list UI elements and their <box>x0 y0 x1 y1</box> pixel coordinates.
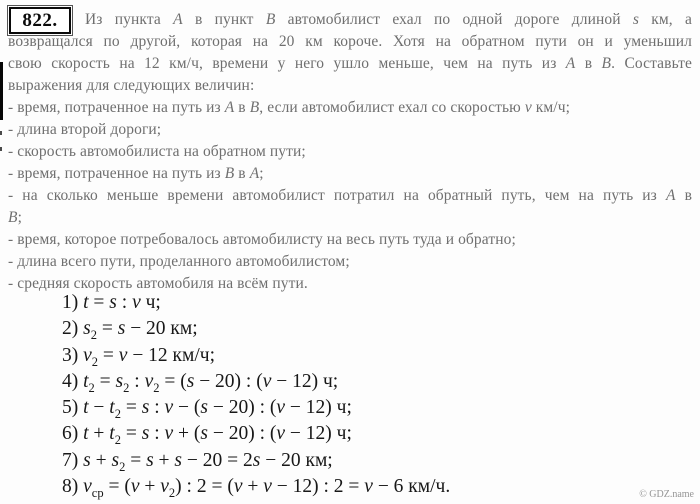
problem-statement <box>8 9 692 295</box>
solution-line: 6) $t + t_2 = s$ : v + (s − 20) : (v − 12) ч; <box>62 423 352 448</box>
statement-line: - время, потраченное на путь из A в B, если автомобилист ехал со скоростью v км/ч; <box>8 99 571 116</box>
statement-line: выражения для следующих величин: <box>8 77 255 94</box>
solution-line: 2) $s_2 = s - 20$ км; <box>62 318 198 343</box>
scan-artifact-left-bar <box>0 62 3 120</box>
solution-expressions <box>62 290 450 500</box>
scan-artifact-tick <box>0 131 2 135</box>
solution-line: 5) $t - t_2 = s$ : v − (s − 20) : (v − 12) ч; <box>62 397 352 422</box>
problem-number: 822. <box>22 9 58 31</box>
solution-line: 8) $v_{ср} = (v + v_2)$ : 2 = (v + v − 12) : 2 = v − 6 км/ч. <box>62 476 451 500</box>
statement-line: - длина второй дороги; <box>8 121 162 138</box>
solution-line: 3) $v_2 = v - 12$ км/ч; <box>62 344 216 369</box>
scan-artifact-tick <box>0 147 2 151</box>
statement-line: - длина всего пути, проделанного автомобилистом; <box>8 253 350 270</box>
statement-line: свою скорость на 12 км/ч, времени у него ушло меньше, чем на путь из A в B. Составьте <box>8 55 692 72</box>
statement-line: - время, потраченное на путь из B в A; <box>8 165 264 182</box>
solution-line: 1) t = s : v ч; <box>62 292 161 313</box>
statement-line: Из пункта A в пункт B автомобилист ехал по одной дороге длиной s км, а <box>85 11 692 28</box>
solution-line: 4) $t_2 = s_2$ : $v_2 = (s - 20)$ : (v − 12) ч; <box>62 370 339 395</box>
solution-line: 7) $s + s_2 = s + s - 20 = 2s - 20$ км; <box>62 449 333 474</box>
statement-line: - средняя скорость автомобиля на всём пути. <box>8 275 308 292</box>
watermark-credit: © GDZ.name <box>639 489 694 500</box>
statement-line: - на сколько меньше времени автомобилист потратил на обратный путь, чем на путь из A в <box>8 187 692 204</box>
statement-line: B; <box>8 209 22 226</box>
statement-line: - скорость автомобилиста на обратном пути; <box>8 143 306 160</box>
statement-line: возвращался по другой, которая на 20 км короче. Хотя на обратном пути он и уменьшил <box>8 33 692 50</box>
statement-line: - время, которое потребовалось автомобилисту на весь путь туда и обратно; <box>8 231 516 248</box>
